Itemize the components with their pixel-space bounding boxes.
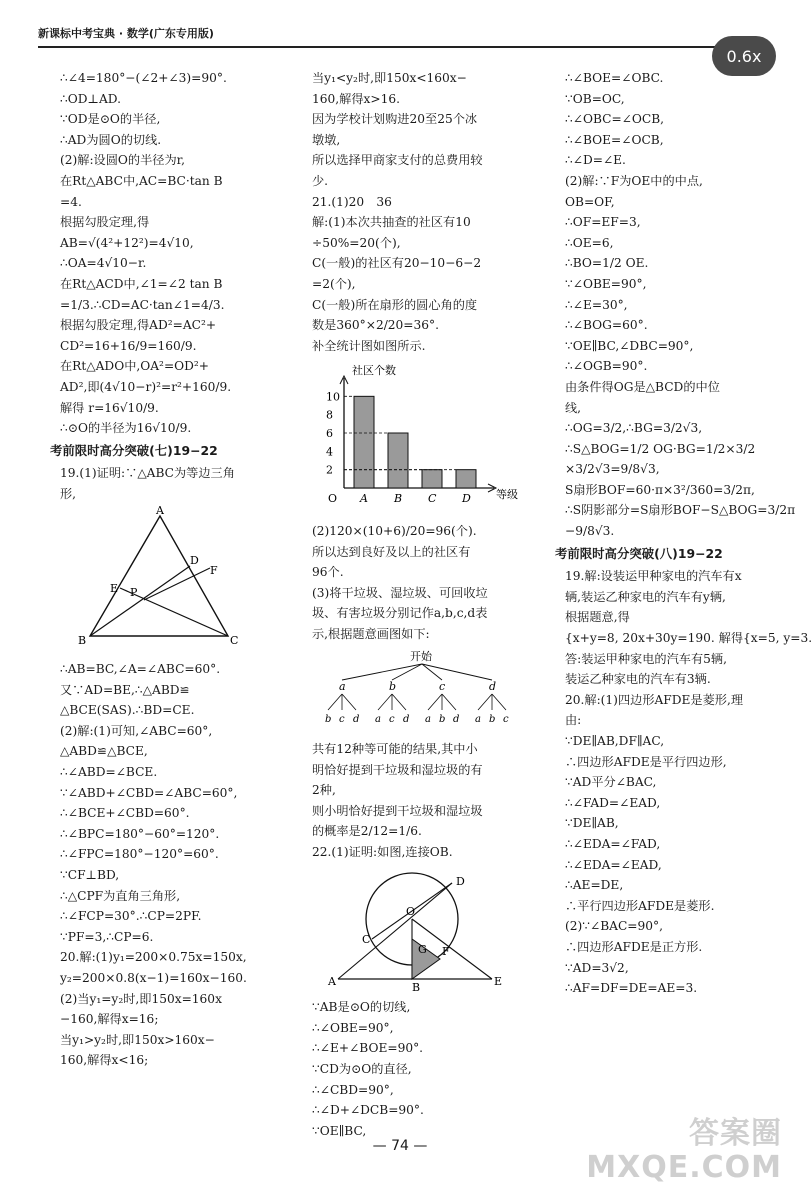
text-line: ∴OD⊥AD. — [60, 91, 121, 106]
text-line: 由条件得OG是△BCD的中位 — [565, 379, 720, 394]
tree-node-l2: a — [475, 714, 481, 726]
text-line: ∵AD平分∠BAC, — [565, 775, 657, 790]
page-header — [38, 22, 718, 44]
tree-node-l2: b — [489, 714, 496, 726]
text-line: ∴S△BOG=1/2 OG·BG=1/2×3/2 — [565, 441, 756, 456]
tree-edge — [392, 694, 406, 710]
text-line: 则小明恰好提到干垃圾和湿垃圾 — [312, 803, 483, 818]
text-line: ∴∠BOE=∠OCB, — [565, 132, 664, 147]
text-line: ∵CD为⊙O的直径, — [312, 1062, 412, 1076]
y-tick-label: 6 — [326, 427, 333, 441]
text-line: 当y₁>y₂时,即150x>160x− — [60, 1032, 215, 1047]
text-line: 96个. — [312, 565, 344, 580]
text-line: 答:装运甲种家电的汽车有5辆, — [565, 651, 727, 666]
text-line: {x+y=8, 20x+30y=190. 解得{x=5, y=3. — [565, 631, 812, 646]
text-line: ∴OF=EF=3, — [565, 215, 641, 230]
section-heading-8: 考前限时高分突破(八)19−22 — [555, 545, 723, 561]
bar-chart — [312, 360, 534, 517]
text-line: ∵AD=3√2, — [565, 960, 629, 975]
text-line: ∴∠FAD=∠EAD, — [565, 795, 661, 810]
text-line: 的概率是2/12=1/6. — [312, 824, 422, 839]
text-line: 22.(1)证明:如图,连接OB. — [312, 845, 453, 860]
text-line: S扇形BOF=60·π×3²/360=3/2π, — [565, 482, 755, 497]
text-line: 辆,装运乙种家电的汽车有y辆, — [565, 589, 726, 604]
section-heading-7: 考前限时高分突破(七)19−22 — [50, 442, 218, 458]
text-line: 所以达到良好及以上的社区有 — [312, 544, 471, 559]
text-line: ∴平行四边形AFDE是菱形. — [565, 898, 715, 913]
text-line: =4. — [60, 194, 82, 209]
text-line: (2)当y₁=y₂时,即150x=160x — [60, 991, 222, 1006]
text-line: C(一般)的社区有20−10−6−2 — [312, 256, 482, 271]
text-line: ∵OD是⊙O的半径, — [60, 112, 161, 127]
bar — [388, 433, 408, 488]
column-1 — [50, 68, 275, 1071]
bar — [422, 470, 442, 488]
text-line: ∴∠EDA=∠FAD, — [565, 836, 661, 851]
text-line: 根据勾股定理,得 — [60, 215, 150, 230]
text-line: 在Rt△ABC中,AC=BC·tan B — [60, 173, 223, 188]
text-line: 补全统计图如图所示. — [312, 338, 426, 353]
text-line: ∴∠CBD=90°, — [312, 1082, 394, 1097]
text-line: (2)120×(10+6)/20=96(个). — [312, 523, 477, 538]
text-line: 20.解:(1)四边形AFDE是菱形,理 — [565, 692, 744, 707]
text-line: ∵DE∥AB, — [565, 816, 619, 831]
text-line: ∴∠BOE=∠OBC. — [565, 71, 664, 85]
text-line: 21.(1)20 36 — [312, 194, 392, 209]
col2-lines-d — [312, 997, 534, 1141]
text-line: −9/8√3. — [565, 524, 615, 539]
chart-ylabel: 社区个数 — [352, 364, 396, 378]
text-line: y₂=200×0.8(x−1)=160x−160. — [60, 970, 247, 985]
svg-text:P: P — [130, 586, 138, 600]
tree-node-l2: c — [389, 714, 395, 726]
text-line: ×3/2√3=9/8√3, — [565, 462, 660, 477]
y-tick-label: 8 — [326, 408, 333, 422]
text-line: ∴OG=3/2,∴BG=3/2√3, — [565, 421, 703, 436]
text-line: ÷50%=20(个), — [312, 235, 401, 250]
text-line: AB=√(4²+12²)=4√10, — [60, 235, 194, 250]
text-line: 少. — [312, 173, 329, 188]
y-tick-label: 10 — [326, 390, 340, 404]
svg-text:G: G — [418, 942, 427, 956]
text-line: 数是360°×2/20=36°. — [312, 318, 439, 333]
text-line: ∵∠ABD+∠CBD=∠ABC=60°, — [60, 785, 238, 800]
category-label: A — [360, 492, 368, 506]
text-line: 线, — [565, 400, 582, 415]
text-line: ∴∠4=180°−(∠2+∠3)=90°. — [60, 71, 227, 85]
tree-edge — [428, 694, 442, 710]
page-number: — 74 — — [372, 1138, 428, 1154]
svg-text:B: B — [78, 634, 87, 648]
text-line: ∵OB=OC, — [565, 91, 625, 106]
tree-node-l2: d — [353, 714, 360, 726]
text-line: ∴∠FCP=30°.∴CP=2PF. — [60, 909, 202, 924]
text-line: ∴OA=4√10−r. — [60, 256, 147, 271]
svg-text:C: C — [230, 634, 239, 648]
text-line: ∴∠OGB=90°. — [565, 359, 648, 374]
svg-text:B: B — [412, 980, 421, 994]
origin-label: O — [328, 492, 338, 506]
text-line: 明恰好提到干垃圾和湿垃圾的有 — [312, 762, 483, 777]
text-line: ∴∠BPC=180°−60°=120°. — [60, 826, 220, 841]
text-line: ∵CF⊥BD, — [60, 868, 120, 882]
svg-text:D: D — [190, 554, 199, 568]
svg-text:F: F — [442, 944, 450, 958]
text-line: ∴⊙O的半径为16√10/9. — [60, 421, 192, 436]
category-label: B — [394, 492, 403, 506]
triangle-figure — [60, 504, 275, 655]
text-line: 19.解:设装运甲种家电的汽车有x — [565, 569, 742, 584]
col3-lines-a — [565, 68, 796, 542]
text-line: 又∵AD=BE,∴△ABD≌ — [60, 682, 190, 697]
tree-edge — [492, 694, 506, 710]
text-line: 因为学校计划购进20至25个冰 — [312, 112, 478, 127]
text-line: ∴∠OBE=90°, — [312, 1020, 394, 1035]
text-line: =1/3.∴CD=AC·tan∠1=4/3. — [60, 297, 225, 312]
bar — [456, 470, 476, 488]
tree-node-l2: a — [375, 714, 381, 726]
text-line: ∴AE=DE, — [565, 878, 624, 893]
text-line: 由: — [565, 713, 582, 728]
header-title: 新课标中考宝典 · 数学(广东专用版) — [38, 27, 214, 40]
text-line: OB=OF, — [565, 194, 615, 209]
text-line: 160,解得x<16; — [60, 1053, 149, 1068]
svg-text:A: A — [156, 504, 164, 518]
text-line: (2)解:∵F为OE中的中点, — [565, 173, 703, 188]
text-line: ∴△CPF为直角三角形, — [60, 888, 181, 903]
tree-edge — [328, 694, 342, 710]
text-line: 在Rt△ACD中,∠1=∠2 tan B — [60, 276, 223, 291]
col1-q19-intro — [60, 463, 275, 504]
circle-figure — [312, 867, 534, 994]
text-line: 装运乙种家电的汽车有3辆. — [565, 672, 711, 687]
text-line: ∵OE∥BC,∠DBC=90°, — [565, 338, 694, 353]
header-divider — [38, 46, 722, 48]
text-line: ∴∠D=∠E. — [565, 153, 626, 168]
category-label: C — [428, 492, 437, 506]
tree-node-l2: a — [425, 714, 431, 726]
text-line: 根据勾股定理,得AD²=AC²+ — [60, 318, 217, 333]
y-tick-label: 4 — [326, 445, 333, 459]
text-line: 在Rt△ADO中,OA²=OD²+ — [60, 359, 210, 374]
tree-edge — [442, 694, 456, 710]
text-line: ∴四边形AFDE是平行四边形, — [565, 754, 727, 769]
text-line: 解:(1)本次共抽查的社区有10 — [312, 215, 471, 230]
tree-node-l2: c — [339, 714, 345, 726]
text-line: =2(个), — [312, 276, 356, 291]
col2-lines-c — [312, 739, 534, 863]
text-line: 19.(1)证明:∵△ABC为等边三角 — [60, 466, 235, 481]
tree-diagram — [312, 648, 534, 735]
text-line: ∴S阴影部分=S扇形BOF−S△BOG=3/2π — [565, 503, 796, 518]
text-line: ∵PF=3,∴CP=6. — [60, 929, 154, 944]
svg-text:O: O — [406, 904, 416, 918]
column-3 — [555, 68, 812, 999]
tree-edge — [392, 664, 422, 680]
chart-xlabel: 等级 — [496, 488, 518, 502]
bar-chart-svg — [312, 360, 534, 510]
text-line: ∴∠FPC=180°−120°=60°. — [60, 847, 219, 862]
tree-node-l1: a — [339, 680, 346, 694]
text-line: ∴∠BCE+∠CBD=60°. — [60, 806, 190, 821]
text-line: ∴∠E+∠BOE=90°. — [312, 1041, 424, 1056]
watermark — [586, 1117, 782, 1185]
col3-lines-b — [565, 566, 812, 998]
page-number-value: 74 — [391, 1138, 409, 1154]
svg-text:A: A — [328, 974, 336, 988]
bar — [354, 397, 374, 489]
text-line: 20.解:(1)y₁=200×0.75x=150x, — [60, 950, 247, 965]
text-line: ∴四边形AFDE是正方形. — [565, 939, 703, 954]
tree-node-l1: d — [489, 680, 497, 694]
text-line: ∴BO=1/2 OE. — [565, 256, 649, 271]
text-line: (2)解:(1)可知,∠ABC=60°, — [60, 723, 213, 738]
tree-edge — [378, 694, 392, 710]
watermark-line2: MXQE.COM — [586, 1150, 782, 1185]
text-line: ∵AB是⊙O的切线, — [312, 1000, 411, 1015]
y-tick-label: 2 — [326, 463, 333, 477]
col2-lines-b — [312, 521, 534, 645]
text-line: 墩墩, — [312, 132, 341, 147]
text-line: (2)解:设圆O的半径为r, — [60, 153, 186, 168]
text-line: ∴AF=DF=DE=AE=3. — [565, 981, 698, 996]
text-line: C(一般)所在扇形的圆心角的度 — [312, 297, 478, 312]
tree-node-l1: b — [389, 680, 397, 694]
text-line: ∴∠ABD=∠BCE. — [60, 765, 158, 780]
category-label: D — [462, 492, 471, 506]
text-line: 解得 r=16√10/9. — [60, 400, 159, 415]
tree-node-l2: d — [453, 714, 460, 726]
tree-node-l2: d — [403, 714, 410, 726]
text-line: 2种, — [312, 783, 336, 798]
text-line: ∴AD为圆O的切线. — [60, 132, 162, 147]
text-line: (3)将干垃圾、湿垃圾、可回收垃 — [312, 585, 488, 600]
text-line: −160,解得x=16; — [60, 1012, 159, 1027]
col1-proof-lines — [60, 659, 275, 1071]
text-line: 圾、有害垃圾分别记作a,b,c,d表 — [312, 606, 488, 621]
text-line: ∵DE∥AB,DF∥AC, — [565, 734, 665, 748]
svg-text:C: C — [362, 932, 371, 946]
text-line: 所以选择甲商家支付的总费用较 — [312, 153, 483, 168]
tree-root: 开始 — [410, 650, 432, 664]
col2-lines-a — [312, 68, 534, 356]
text-line: ∵OE∥BC, — [312, 1123, 367, 1138]
tree-edge — [342, 694, 356, 710]
text-line: △ABD≌△BCE, — [60, 744, 148, 759]
text-line: △BCE(SAS).∴BD=CE. — [60, 703, 195, 718]
svg-text:D: D — [456, 874, 465, 888]
text-line: 共有12种等可能的结果,其中小 — [312, 742, 478, 757]
svg-text:F: F — [210, 564, 218, 578]
watermark-line1: 答案圈 — [689, 1116, 782, 1151]
text-line: ∴∠BOG=60°. — [565, 318, 648, 333]
text-line: CD²=16+16/9=160/9. — [60, 338, 197, 353]
text-line: ∴∠E=30°, — [565, 297, 628, 312]
column-2 — [312, 68, 534, 1141]
text-line: 160,解得x>16. — [312, 91, 400, 106]
col1-solution-lines — [60, 68, 275, 439]
text-line: 形, — [60, 486, 77, 501]
text-line: ∴AB=BC,∠A=∠ABC=60°. — [60, 662, 221, 677]
text-line: ∴∠OBC=∠OCB, — [565, 112, 665, 127]
tree-node-l1: c — [439, 680, 446, 694]
text-line: AD²,即(4√10−r)²=r²+160/9. — [60, 379, 232, 394]
text-line: ∴OE=6, — [565, 235, 614, 250]
text-line: 根据题意,得 — [565, 610, 630, 625]
tree-node-l2: b — [439, 714, 446, 726]
text-line: ∴∠EDA=∠EAD, — [565, 857, 662, 872]
text-line: ∵∠OBE=90°, — [565, 276, 647, 291]
text-line: 示,根据题意画图如下: — [312, 626, 430, 641]
text-line: ∴∠D+∠DCB=90°. — [312, 1103, 424, 1118]
tree-node-l2: b — [325, 714, 332, 726]
text-line: (2)∵∠BAC=90°, — [565, 919, 663, 934]
text-line: 当y₁<y₂时,即150x<160x− — [312, 71, 467, 85]
svg-text:E: E — [494, 974, 503, 988]
zoom-badge[interactable]: 0.6x — [712, 36, 776, 76]
tree-node-l2: c — [503, 714, 509, 726]
tree-edge — [478, 694, 492, 710]
tree-edge — [342, 664, 422, 680]
svg-text:E: E — [110, 582, 119, 596]
